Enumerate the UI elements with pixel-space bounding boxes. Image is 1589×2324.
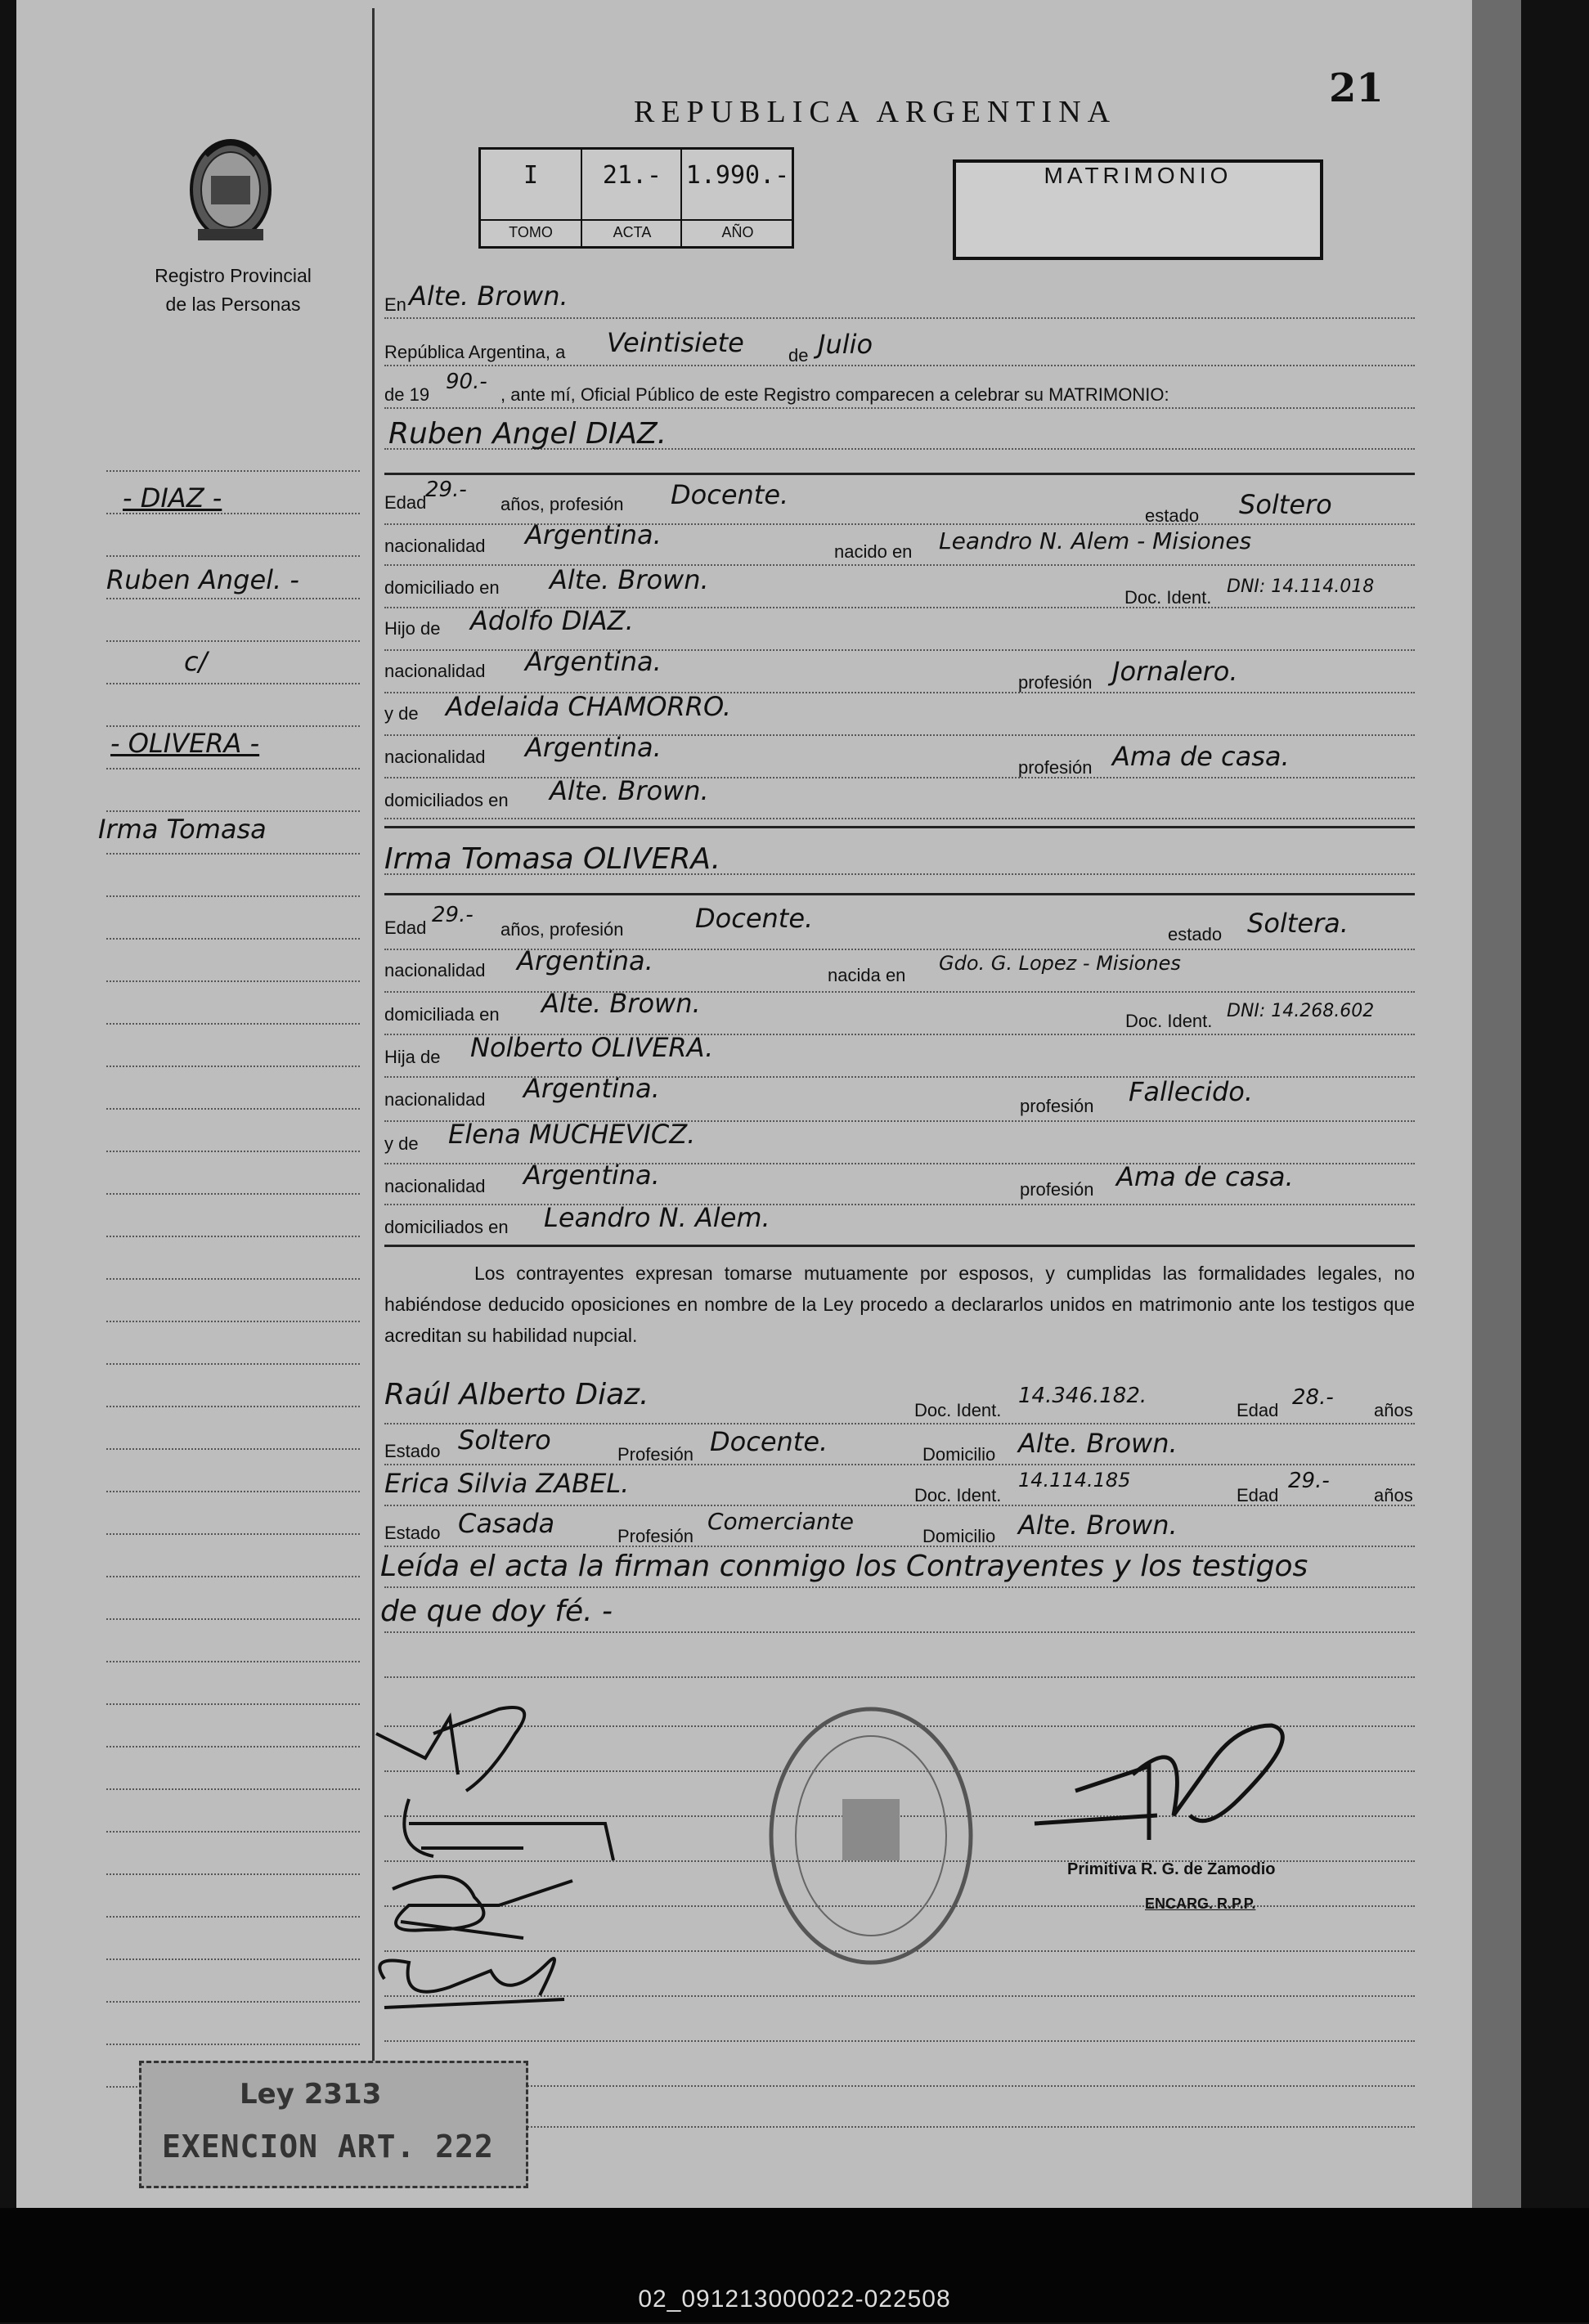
contrayente1-madre-profesion: Ama de casa. xyxy=(1112,741,1290,772)
section-divider xyxy=(384,826,1415,828)
body-rule xyxy=(384,365,1415,366)
margin-rule xyxy=(106,1278,360,1280)
doc-label: Doc. Ident. xyxy=(914,1400,1002,1420)
agency-line-2: de las Personas xyxy=(165,294,301,315)
en-label: En xyxy=(384,294,406,315)
madre-nac-label: nacionalidad xyxy=(384,1176,486,1196)
footer-code: 02_091213000022-022508 xyxy=(638,2286,951,2313)
margin-rule xyxy=(106,1321,360,1322)
doc-label: Doc. Ident. xyxy=(1125,1011,1213,1031)
contrayente1-padre-profesion: Jornalero. xyxy=(1112,656,1238,687)
closing-line-1: Leída el acta la firman conmigo los Contrayentes y los testigos xyxy=(380,1550,1308,1583)
contrayente2-profesion: Docente. xyxy=(695,903,814,934)
testigo2-profesion: Comerciante xyxy=(707,1508,854,1535)
margin-rule xyxy=(106,1533,360,1535)
margin-rule xyxy=(106,1491,360,1492)
body-rule xyxy=(384,1464,1415,1465)
document-page xyxy=(16,0,1510,2208)
contrayente1-doc: DNI: 14.114.018 xyxy=(1227,577,1375,597)
padres-dom-label: domiciliados en xyxy=(384,790,509,810)
margin-rule xyxy=(106,555,360,557)
tomo-label: TOMO xyxy=(481,219,581,241)
margin-rule xyxy=(106,1576,360,1577)
hijo-label: Hijo de xyxy=(384,618,441,639)
acta-label: ACTA xyxy=(582,219,682,241)
testigo2-edad: 29.- xyxy=(1288,1469,1330,1493)
testigo1-edad: 28.- xyxy=(1292,1385,1334,1410)
testigo1-domicilio: Alte. Brown. xyxy=(1018,1428,1178,1459)
dia-value: Veintisiete xyxy=(607,327,744,358)
yde-label: y de xyxy=(384,1133,419,1154)
profesion-label: Profesión xyxy=(617,1444,694,1465)
margin-rule xyxy=(106,1023,360,1025)
margin-rule xyxy=(106,1958,360,1960)
body-rule xyxy=(384,1546,1415,1547)
margin-rule xyxy=(106,1066,360,1067)
margin-rule xyxy=(106,1916,360,1918)
contrayente1-padres-domicilio: Alte. Brown. xyxy=(550,775,709,806)
body-rule xyxy=(384,564,1415,566)
stamp-exemption: EXENCION ART. 222 xyxy=(162,2129,494,2165)
nacionalidad-label: nacionalidad xyxy=(384,536,486,556)
margin-rule xyxy=(106,895,360,897)
ano-label: AÑO xyxy=(682,219,793,241)
acta-cell xyxy=(581,150,682,246)
margin-rule xyxy=(106,2044,360,2045)
anos-profesion-label: años, profesión xyxy=(500,494,624,514)
ante-text: , ante mí, Oficial Público de este Registro comparecen a celebrar su MATRIMONIO: xyxy=(500,384,1169,405)
doc-label: Doc. Ident. xyxy=(1124,587,1212,608)
body-rule xyxy=(384,1204,1415,1205)
contrayente1-padre-nacionalidad: Argentina. xyxy=(525,646,662,677)
tomo-acta-ano-box xyxy=(478,147,794,249)
estado-label: Estado xyxy=(384,1523,441,1543)
anos-label: años xyxy=(1374,1485,1413,1505)
margin-rule xyxy=(106,853,360,855)
agency-line-1: Registro Provincial xyxy=(155,265,312,286)
contrayente2-madre: Elena MUCHEVICZ. xyxy=(448,1119,696,1150)
contrayente1-domicilio: Alte. Brown. xyxy=(550,564,709,595)
profesion-label: Profesión xyxy=(617,1526,694,1546)
padres-dom-label: domiciliados en xyxy=(384,1217,509,1237)
margin-rule xyxy=(106,980,360,982)
contrayente2-domicilio: Alte. Brown. xyxy=(541,988,701,1019)
madre-nac-label: nacionalidad xyxy=(384,747,486,767)
margin-surname-1: - DIAZ - xyxy=(123,482,222,514)
testigo1-profesion: Docente. xyxy=(710,1426,828,1457)
edad-label: Edad xyxy=(384,492,427,513)
en-value: Alte. Brown. xyxy=(409,280,568,312)
section-divider xyxy=(384,1245,1415,1247)
tomo-value: I xyxy=(523,161,539,190)
officer-title: ENCARG. R.P.P. xyxy=(1145,1896,1256,1912)
margin-rule xyxy=(106,1151,360,1152)
declaration-text: Los contrayentes expresan tomarse mutuamente por esposos, y cumplidas las formalidades legales, no habiéndose deducido oposiciones en nombre de la Ley procedo a declararlos unidos en matrimonio ante los testigos que acreditan su habilidad nupcial. xyxy=(384,1263,1415,1346)
coat-of-arms-icon xyxy=(182,131,280,245)
padre-prof-label: profesión xyxy=(1018,672,1093,693)
margin-rule xyxy=(106,598,360,599)
domicilio-label: Domicilio xyxy=(922,1444,996,1465)
stamp-law: Ley 2313 xyxy=(240,2078,382,2111)
margin-rule xyxy=(106,1831,360,1833)
republica-label: República Argentina, a xyxy=(384,342,566,362)
de19-label: de 19 xyxy=(384,384,430,405)
de-label: de xyxy=(788,345,809,366)
yde-label: y de xyxy=(384,703,419,724)
exemption-stamp xyxy=(139,2061,528,2188)
margin-rule xyxy=(106,810,360,812)
nacionalidad-label: nacionalidad xyxy=(384,960,486,980)
body-rule xyxy=(384,2040,1415,2042)
domicilio-label: domiciliada en xyxy=(384,1004,500,1025)
margin-rule xyxy=(106,2001,360,2003)
testigo2-doc: 14.114.185 xyxy=(1018,1469,1131,1492)
officer-signature-icon xyxy=(1026,1709,1337,1873)
margin-rule xyxy=(106,938,360,940)
act-type-box xyxy=(953,159,1323,260)
contrayente2-padre-profesion: Fallecido. xyxy=(1129,1076,1254,1107)
estado-label: estado xyxy=(1168,924,1223,944)
madre-prof-label: profesión xyxy=(1020,1179,1094,1200)
margin-name-2: Irma Tomasa xyxy=(98,814,267,845)
body-rule xyxy=(384,1631,1415,1633)
margin-connector: c/ xyxy=(184,646,208,677)
official-seal-icon xyxy=(765,1701,977,1971)
margin-rule xyxy=(106,768,360,769)
mes-value: Julio xyxy=(818,329,873,360)
margin-rule xyxy=(106,1406,360,1407)
officer-name: Primitiva R. G. de Zamodio xyxy=(1067,1860,1276,1878)
padre-nac-label: nacionalidad xyxy=(384,1089,486,1110)
margin-rule xyxy=(106,1193,360,1195)
body-rule xyxy=(384,2085,1415,2087)
margin-rule xyxy=(106,1746,360,1747)
margin-rule xyxy=(106,1873,360,1875)
estado-label: estado xyxy=(1145,505,1200,526)
margin-rule xyxy=(106,1788,360,1790)
page-binding xyxy=(1472,0,1521,2208)
estado-label: Estado xyxy=(384,1441,441,1461)
domicilio-label: Domicilio xyxy=(922,1526,996,1546)
section-divider xyxy=(384,473,1415,475)
testigo1-doc: 14.346.182. xyxy=(1018,1384,1147,1408)
body-rule xyxy=(384,1676,1415,1678)
page-number: 21 xyxy=(1329,65,1384,111)
padre-prof-label: profesión xyxy=(1020,1096,1094,1116)
body-rule xyxy=(384,991,1415,993)
domicilio-label: domiciliado en xyxy=(384,577,500,598)
margin-rule xyxy=(106,1363,360,1365)
hija-label: Hija de xyxy=(384,1047,441,1067)
margin-rule xyxy=(106,1703,360,1705)
closing-line-2: de que doy fé. - xyxy=(380,1595,613,1628)
anos-label: años xyxy=(1374,1400,1413,1420)
testigo2-name: Erica Silvia ZABEL. xyxy=(384,1468,630,1499)
header-title: REPUBLICA ARGENTINA xyxy=(634,95,1117,129)
contrayente2-name: Irma Tomasa OLIVERA. xyxy=(384,842,721,876)
margin-name-1: Ruben Angel. - xyxy=(106,564,299,595)
ano-inline-value: 90.- xyxy=(446,370,487,394)
contrayente1-edad: 29.- xyxy=(425,478,467,502)
testigo1-estado: Soltero xyxy=(458,1424,551,1456)
margin-surname-2: - OLIVERA - xyxy=(110,728,260,759)
nacida-label: nacida en xyxy=(828,965,906,985)
contrayente2-nacionalidad: Argentina. xyxy=(517,945,653,976)
anos-profesion-label: años, profesión xyxy=(500,919,624,940)
ano-value: 1.990.- xyxy=(685,161,790,190)
contrayente2-padre: Nolberto OLIVERA. xyxy=(470,1032,714,1063)
margin-rule xyxy=(106,683,360,684)
nacido-label: nacido en xyxy=(834,541,913,562)
contrayente1-name: Ruben Angel DIAZ. xyxy=(388,417,667,451)
body-rule xyxy=(384,407,1415,409)
margin-rule xyxy=(106,1236,360,1237)
ano-cell xyxy=(680,150,793,246)
madre-prof-label: profesión xyxy=(1018,757,1093,778)
body-rule xyxy=(384,777,1415,778)
body-rule xyxy=(384,317,1415,319)
agency-name xyxy=(114,262,352,319)
margin-rule xyxy=(106,725,360,727)
edad-label: Edad xyxy=(384,917,427,938)
testigo2-estado: Casada xyxy=(458,1508,555,1539)
testigo2-domicilio: Alte. Brown. xyxy=(1018,1510,1178,1541)
signatures-icon xyxy=(360,1685,703,2028)
contrayente1-padre: Adolfo DIAZ. xyxy=(470,605,634,636)
acta-value: 21.- xyxy=(602,161,662,190)
body-rule xyxy=(384,2126,1415,2128)
tomo-cell xyxy=(481,150,581,246)
contrayente1-nacionalidad: Argentina. xyxy=(525,519,662,550)
margin-rule xyxy=(106,1661,360,1662)
doc-label: Doc. Ident. xyxy=(914,1485,1002,1505)
act-type: MATRIMONIO xyxy=(1044,163,1232,188)
contrayente2-madre-nacionalidad: Argentina. xyxy=(523,1160,660,1191)
edad-label: Edad xyxy=(1237,1485,1279,1505)
contrayente1-madre-nacionalidad: Argentina. xyxy=(525,732,662,763)
margin-rule xyxy=(106,1108,360,1110)
body-rule xyxy=(384,1586,1415,1588)
margin-rule xyxy=(106,640,360,642)
contrayente2-padre-nacionalidad: Argentina. xyxy=(523,1073,660,1104)
contrayente1-nacido-en: Leandro N. Alem - Misiones xyxy=(939,527,1252,554)
contrayente2-padres-domicilio: Leandro N. Alem. xyxy=(544,1202,770,1233)
contrayente2-nacida-en: Gdo. G. Lopez - Misiones xyxy=(939,952,1181,975)
padre-nac-label: nacionalidad xyxy=(384,661,486,681)
margin-rule xyxy=(106,1618,360,1620)
declaration-paragraph xyxy=(384,1258,1415,1351)
contrayente2-edad: 29.- xyxy=(432,903,474,927)
contrayente2-doc: DNI: 14.268.602 xyxy=(1227,1001,1375,1021)
margin-rule xyxy=(106,470,360,472)
margin-rule xyxy=(106,1448,360,1450)
edad-label: Edad xyxy=(1237,1400,1279,1420)
body-rule xyxy=(384,818,1415,819)
contrayente2-estado: Soltera. xyxy=(1247,908,1349,939)
testigo1-name: Raúl Alberto Diaz. xyxy=(384,1378,649,1411)
section-divider xyxy=(384,893,1415,895)
contrayente2-madre-profesion: Ama de casa. xyxy=(1116,1161,1294,1192)
contrayente1-estado: Soltero xyxy=(1239,489,1332,520)
contrayente1-profesion: Docente. xyxy=(671,479,789,510)
contrayente1-madre: Adelaida CHAMORRO. xyxy=(446,691,731,722)
